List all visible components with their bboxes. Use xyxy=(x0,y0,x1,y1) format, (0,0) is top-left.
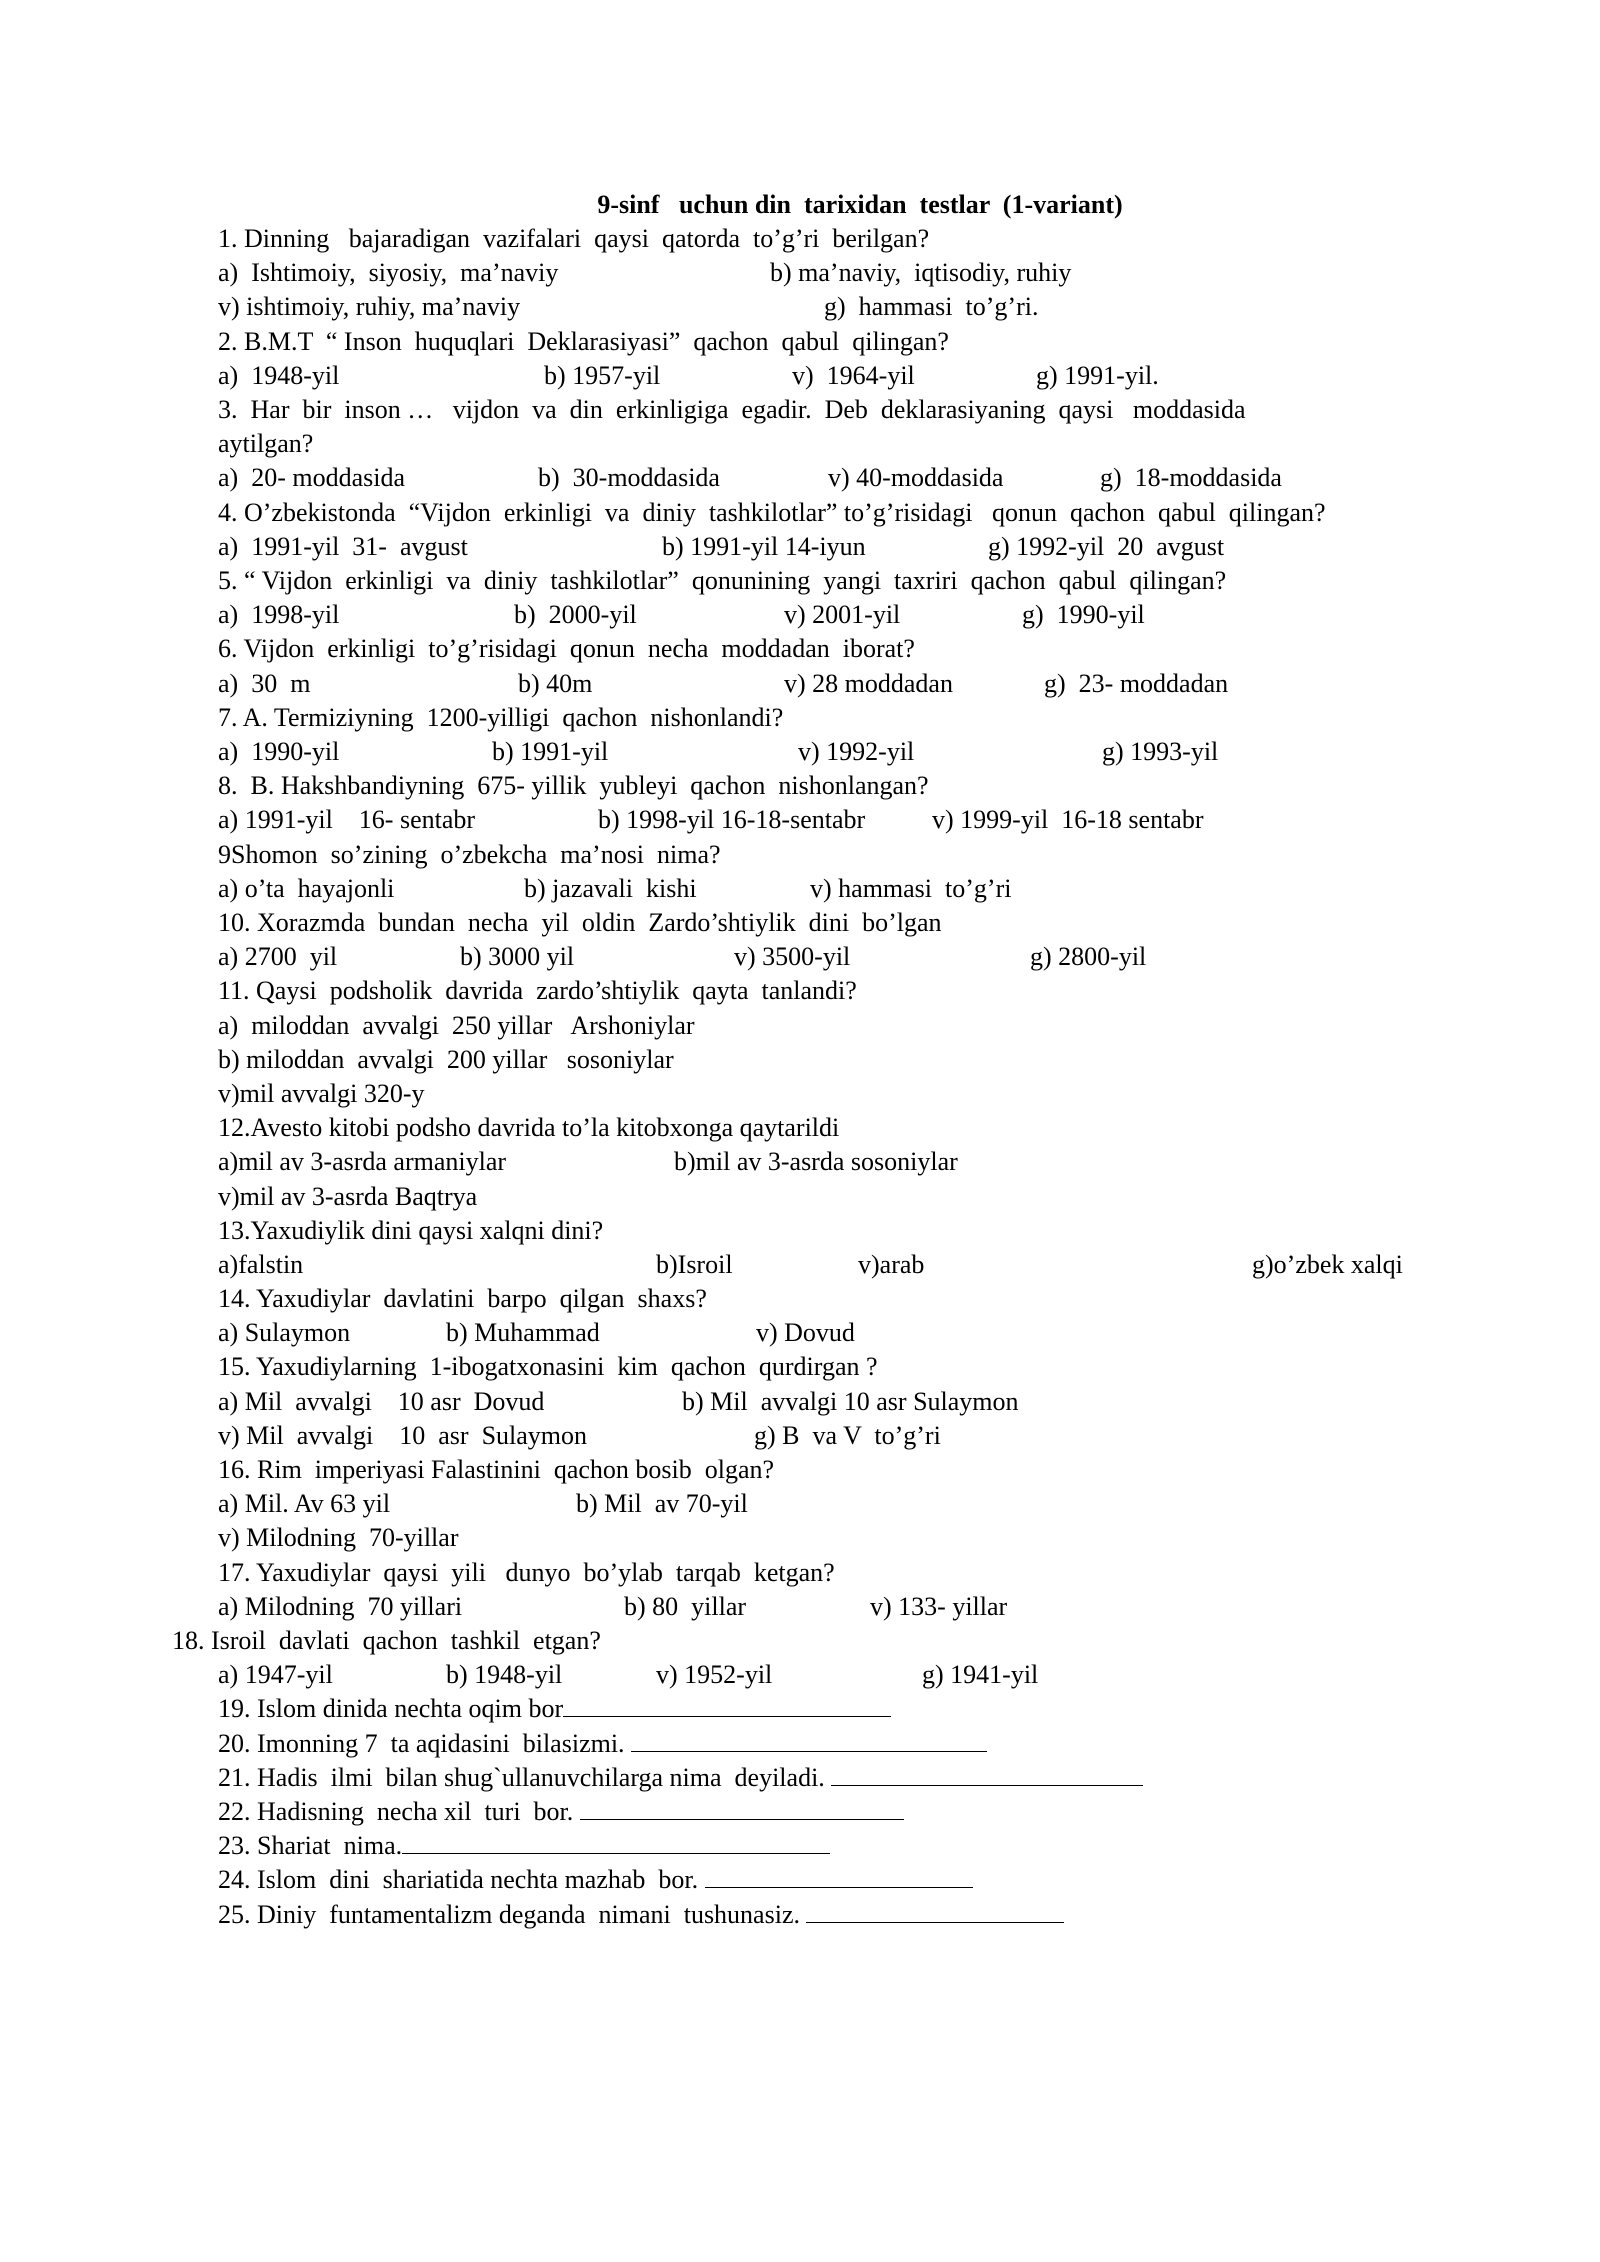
question-1-options-row1 xyxy=(218,256,1558,290)
question-24 xyxy=(218,1863,1558,1897)
option-a: a) 1990-yil xyxy=(218,736,340,766)
question-22-text: 22. Hadisning necha xil turi bor. xyxy=(218,1797,580,1827)
option-a: a)falstin xyxy=(218,1249,304,1279)
option-g: g) 23- moddadan xyxy=(1044,668,1229,698)
option-g: g) 1992-yil 20 avgust xyxy=(988,531,1225,561)
option-v: v) ishtimoiy, ruhiy, ma’naviy xyxy=(218,292,521,322)
option-b: b) 1957-yil xyxy=(544,360,661,390)
option-b: b) ma’naviy, iqtisodiy, ruhiy xyxy=(770,258,1072,288)
option-v: v) 1964-yil xyxy=(792,360,915,390)
question-9: 9Shomon so’zining o’zbekcha ma’nosi nima? xyxy=(218,839,721,869)
option-v: v) 40-moddasida xyxy=(828,463,1004,493)
option-b: b) 1991-yil xyxy=(492,736,609,766)
option-v: v) 3500-yil xyxy=(734,942,851,972)
option-v: v) Mil avvalgi 10 asr Sulaymon xyxy=(218,1420,588,1450)
question-12-option-v: v)mil av 3-asrda Baqtrya xyxy=(218,1181,478,1211)
question-10-options xyxy=(218,940,1558,974)
question-11-option-b: b) miloddan avvalgi 200 yillar sosoniylar xyxy=(218,1044,674,1074)
question-4-options xyxy=(218,530,1558,564)
option-g: g) 18-moddasida xyxy=(1100,463,1282,493)
question-4: 4. O’zbekistonda “Vijdon erkinligi va diniy tashkilotlar” to’g’risidagi qonun qachon qabul qilingan? xyxy=(218,497,1326,527)
question-14: 14. Yaxudiylar davlatini barpo qilgan shaxs? xyxy=(218,1284,707,1314)
option-a: a) 1991-yil 16- sentabr xyxy=(218,805,476,835)
option-a: a) 1948-yil xyxy=(218,360,340,390)
question-6-options xyxy=(218,667,1558,701)
option-b: b) 1948-yil xyxy=(446,1660,563,1690)
question-21 xyxy=(218,1761,1558,1795)
question-16-options xyxy=(218,1487,1558,1521)
answer-blank xyxy=(631,1727,987,1752)
option-v: v) 1992-yil xyxy=(798,736,915,766)
option-v: v) 1952-yil xyxy=(656,1660,773,1690)
question-15-options-row1 xyxy=(218,1385,1558,1419)
question-5: 5. “ Vijdon erkinligi va diniy tashkilotlar” qonunining yangi taxriri qachon qabul qilingan? xyxy=(218,565,1227,595)
question-18: 18. Isroil davlati qachon tashkil etgan? xyxy=(172,1626,601,1656)
option-v: v)arab xyxy=(858,1249,925,1279)
question-10: 10. Xorazmda bundan necha yil oldin Zardo’shtiylik dini bo’lgan xyxy=(218,907,942,937)
question-5-options xyxy=(218,598,1558,632)
option-g: g) hammasi to’g’ri. xyxy=(824,292,1039,322)
answer-blank xyxy=(705,1863,973,1888)
answer-blank xyxy=(806,1898,1064,1923)
option-b: b) 3000 yil xyxy=(460,942,575,972)
question-1: 1. Dinning bajaradigan vazifalari qaysi qatorda to’g’ri berilgan? xyxy=(218,224,930,253)
question-9-options xyxy=(218,872,1558,906)
option-b: b) Mil avvalgi 10 asr Sulaymon xyxy=(682,1386,1019,1416)
option-v: v) 133- yillar xyxy=(870,1591,1008,1621)
option-b: b) Mil av 70-yil xyxy=(576,1489,748,1519)
option-g: g) 1993-yil xyxy=(1102,736,1219,766)
question-12: 12.Avesto kitobi podsho davrida to’la kitobxonga qaytarildi xyxy=(218,1113,840,1143)
option-a: a) Mil. Av 63 yil xyxy=(218,1489,391,1519)
answer-blank xyxy=(580,1795,904,1820)
question-3-options xyxy=(218,461,1558,495)
option-b: b) 2000-yil xyxy=(514,600,637,630)
option-b: b)Isroil xyxy=(656,1249,733,1279)
question-15: 15. Yaxudiylarning 1-ibogatxonasini kim qachon qurdirgan ? xyxy=(218,1352,878,1382)
question-17: 17. Yaxudiylar qaysi yili dunyo bo’ylab tarqab ketgan? xyxy=(218,1557,835,1587)
question-25-text: 25. Diniy funtamentalizm deganda nimani tushunasiz. xyxy=(218,1899,807,1929)
answer-blank xyxy=(831,1761,1143,1786)
question-24-text: 24. Islom dini shariatida nechta mazhab bor. xyxy=(218,1865,705,1895)
question-20-text: 20. Imonning 7 ta aqidasini bilasizmi. xyxy=(218,1728,632,1758)
answer-blank xyxy=(402,1829,830,1854)
question-14-options xyxy=(218,1316,1558,1350)
question-7: 7. A. Termiziyning 1200-yilligi qachon nishonlandi? xyxy=(218,702,784,732)
question-2-options xyxy=(218,359,1558,393)
option-a: a) 1998-yil xyxy=(218,600,340,630)
question-2: 2. B.M.T “ Inson huquqlari Deklarasiyasi” qachon qabul qilingan? xyxy=(218,326,949,356)
question-20 xyxy=(218,1727,1558,1761)
option-a: a) Sulaymon xyxy=(218,1318,351,1348)
answer-blank xyxy=(563,1692,891,1717)
option-b: b) Muhammad xyxy=(446,1318,600,1348)
option-a: a) 2700 yil xyxy=(218,942,338,972)
option-b: b) 1998-yil 16-18-sentabr xyxy=(598,805,866,835)
option-g: g)o’zbek xalqi xyxy=(1252,1249,1403,1279)
question-19 xyxy=(218,1692,1558,1726)
option-v: v) 2001-yil xyxy=(784,600,901,630)
question-15-options-row2 xyxy=(218,1419,1558,1453)
question-8-options xyxy=(218,803,1558,837)
question-17-options xyxy=(218,1590,1558,1624)
question-6: 6. Vijdon erkinligi to’g’risidagi qonun necha moddadan iborat? xyxy=(218,634,915,664)
option-b: b)mil av 3-asrda sosoniylar xyxy=(674,1147,958,1177)
option-b: b) 1991-yil 14-iyun xyxy=(662,531,866,561)
question-18-options xyxy=(218,1658,1558,1692)
question-3-continued: aytilgan? xyxy=(218,429,314,459)
question-1-options-row2 xyxy=(218,290,1558,324)
question-7-options xyxy=(218,735,1558,769)
question-11-option-v: v)mil avvalgi 320-y xyxy=(218,1078,425,1108)
option-b: b) 30-moddasida xyxy=(538,463,720,493)
question-23 xyxy=(218,1829,1558,1863)
question-12-options xyxy=(218,1145,1558,1179)
question-21-text: 21. Hadis ilmi bilan shug`ullanuvchilarga nima deyiladi. xyxy=(218,1762,832,1792)
option-a: a) o’ta hayajonli xyxy=(218,873,395,903)
test-questions xyxy=(172,222,1558,1932)
question-19-text: 19. Islom dinida nechta oqim bor xyxy=(218,1694,564,1724)
question-13-options xyxy=(218,1248,1558,1282)
question-11-option-a: a) miloddan avvalgi 250 yillar Arshoniylar xyxy=(218,1010,695,1040)
option-v: v) 28 moddadan xyxy=(784,668,953,698)
question-22 xyxy=(218,1795,1558,1829)
option-a: a) Mil avvalgi 10 asr Dovud xyxy=(218,1386,545,1416)
option-a: a) 1947-yil xyxy=(218,1660,333,1690)
option-a: a) Milodning 70 yillari xyxy=(218,1591,463,1621)
question-11: 11. Qaysi podsholik davrida zardo’shtiylik qayta tanlandi? xyxy=(218,976,857,1006)
option-g: g) 2800-yil xyxy=(1030,942,1147,972)
question-16: 16. Rim imperiyasi Falastinini qachon bosib olgan? xyxy=(218,1455,775,1485)
question-25 xyxy=(218,1898,1558,1932)
option-v: v) Dovud xyxy=(756,1318,855,1348)
question-16-option-v: v) Milodning 70-yillar xyxy=(218,1523,459,1553)
page-title: 9-sinf uchun din tarixidan testlar (1-variant) xyxy=(597,190,1123,219)
option-a: a) 1991-yil 31- avgust xyxy=(218,531,468,561)
option-b: b) 80 yillar xyxy=(624,1591,747,1621)
option-b: b) jazavali kishi xyxy=(524,873,697,903)
option-a: a) 20- moddasida xyxy=(218,463,406,493)
option-g: g) 1990-yil xyxy=(1022,600,1145,630)
option-v: v) hammasi to’g’ri xyxy=(810,873,1012,903)
question-3: 3. Har bir inson … vijdon va din erkinligiga egadir. Deb deklarasiyaning qaysi moddasida xyxy=(218,394,1246,424)
option-a: a)mil av 3-asrda armaniylar xyxy=(218,1147,507,1177)
option-v: v) 1999-yil 16-18 sentabr xyxy=(932,805,1204,835)
question-8: 8. B. Hakshbandiyning 675- yillik yubleyi qachon nishonlangan? xyxy=(218,771,929,801)
option-g: g) 1991-yil. xyxy=(1036,360,1159,390)
option-g: g) 1941-yil xyxy=(922,1660,1039,1690)
question-23-text: 23. Shariat nima. xyxy=(218,1831,403,1861)
option-g: g) B va V to’g’ri xyxy=(754,1420,941,1450)
option-a: a) 30 m xyxy=(218,668,311,698)
option-b: b) 40m xyxy=(518,668,593,698)
option-a: a) Ishtimoiy, siyosiy, ma’naviy xyxy=(218,258,559,288)
question-13: 13.Yaxudiylik dini qaysi xalqni dini? xyxy=(218,1215,604,1245)
